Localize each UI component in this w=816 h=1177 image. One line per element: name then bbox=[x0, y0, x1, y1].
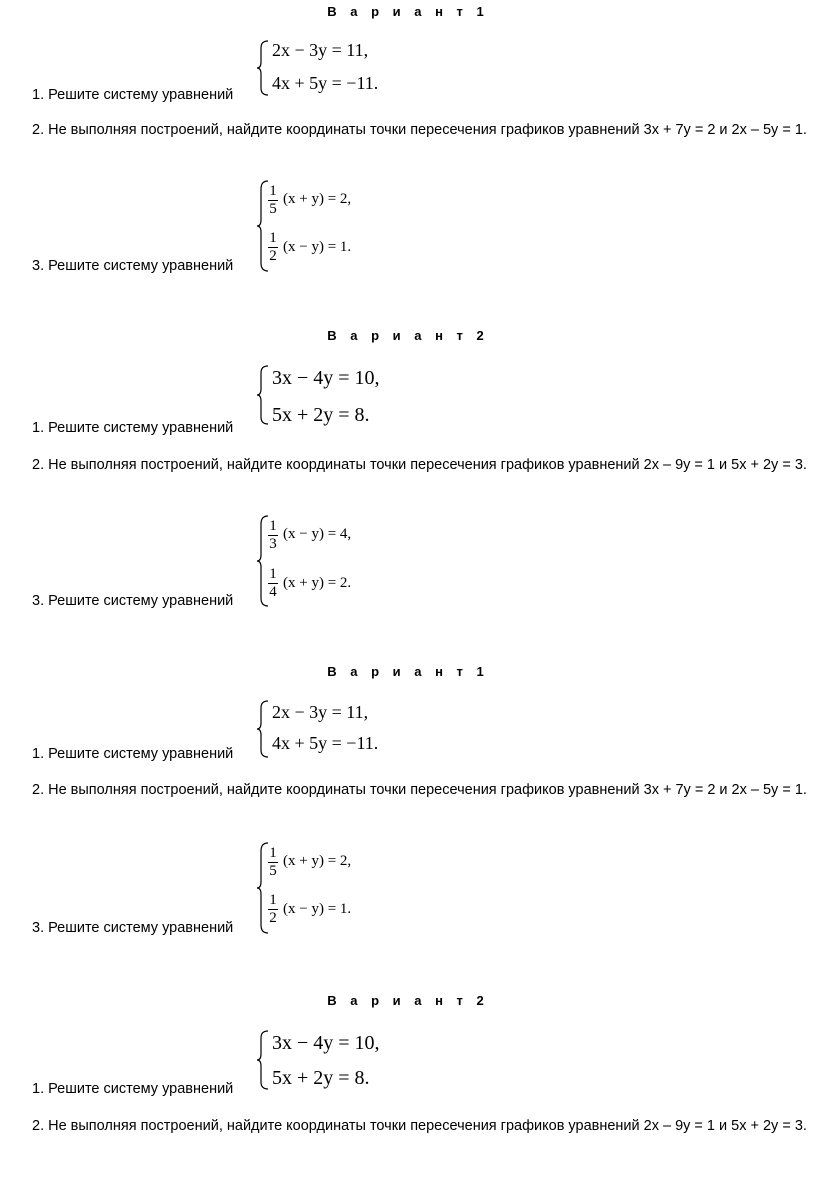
equation-line: 3x − 4y = 10, bbox=[272, 1032, 380, 1054]
equation-line: 3x − 4y = 10, bbox=[272, 367, 380, 389]
task-1-label: 1. Решите систему уравнений bbox=[32, 420, 234, 436]
system-brace bbox=[256, 365, 270, 425]
task-2-text: 2. Не выполняя построений, найдите координаты точки пересечения графиков уравнений 3x + 7y = 2 и 2x – 5y = 1. bbox=[32, 122, 807, 138]
fraction: 1 4 bbox=[269, 566, 277, 600]
equation-line: (x − y) = 1. bbox=[283, 239, 352, 255]
equation-line: 4x + 5y = −11. bbox=[272, 733, 379, 753]
equation-line: (x + y) = 2, bbox=[283, 853, 352, 869]
task-1-label: 1. Решите систему уравнений bbox=[32, 87, 234, 103]
task-2-text: 2. Не выполняя построений, найдите координаты точки пересечения графиков уравнений 2x – 9y = 1 и 5x + 2y = 3. bbox=[32, 457, 807, 473]
task-1-label: 1. Решите систему уравнений bbox=[32, 746, 234, 762]
task-2-text: 2. Не выполняя построений, найдите координаты точки пересечения графиков уравнений 3x + 7y = 2 и 2x – 5y = 1. bbox=[32, 782, 807, 798]
system-brace bbox=[256, 1030, 270, 1090]
equation-line: (x + y) = 2, bbox=[283, 191, 352, 207]
fraction: 1 3 bbox=[269, 518, 277, 552]
task-3-label: 3. Решите систему уравнений bbox=[32, 593, 234, 609]
equation-line: 5x + 2y = 8. bbox=[272, 404, 370, 426]
task-2-text: 2. Не выполняя построений, найдите координаты точки пересечения графиков уравнений 2x – 9y = 1 и 5x + 2y = 3. bbox=[32, 1118, 807, 1134]
variant-heading: В а р и а н т 2 bbox=[327, 993, 489, 1008]
task-1-label: 1. Решите систему уравнений bbox=[32, 1081, 234, 1097]
equation-line: (x − y) = 4, bbox=[283, 526, 352, 542]
fraction: 1 5 bbox=[269, 183, 277, 217]
fraction: 1 2 bbox=[269, 892, 277, 926]
task-3-label: 3. Решите систему уравнений bbox=[32, 258, 234, 274]
system-brace bbox=[256, 40, 270, 96]
equation-line: (x + y) = 2. bbox=[283, 575, 352, 591]
fraction: 1 2 bbox=[269, 230, 277, 264]
equation-line: 4x + 5y = −11. bbox=[272, 73, 379, 93]
fraction: 1 5 bbox=[269, 845, 277, 879]
variant-heading: В а р и а н т 1 bbox=[327, 664, 489, 679]
equation-line: 2x − 3y = 11, bbox=[272, 40, 369, 60]
variant-heading: В а р и а н т 2 bbox=[327, 328, 489, 343]
variant-heading: В а р и а н т 1 bbox=[327, 4, 489, 19]
system-brace bbox=[256, 700, 270, 758]
task-3-label: 3. Решите систему уравнений bbox=[32, 920, 234, 936]
equation-line: (x − y) = 1. bbox=[283, 901, 352, 917]
equation-line: 5x + 2y = 8. bbox=[272, 1067, 370, 1089]
equation-line: 2x − 3y = 11, bbox=[272, 702, 369, 722]
